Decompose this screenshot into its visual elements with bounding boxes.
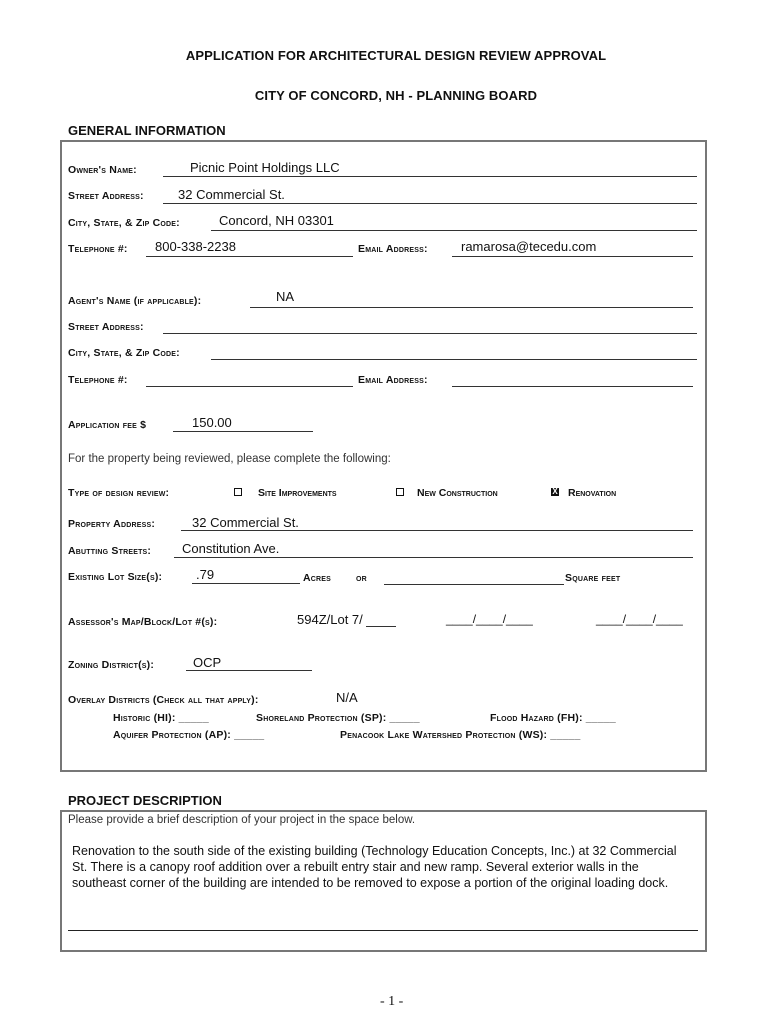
- owner-phone-field[interactable]: 800-338-2238: [155, 239, 236, 254]
- owner-name-label: Owner's Name:: [68, 164, 137, 176]
- property-address-field[interactable]: 32 Commercial St.: [192, 515, 299, 530]
- overlay-districts-value[interactable]: N/A: [336, 690, 358, 705]
- owner-city-line: [211, 230, 697, 231]
- agent-name-line: [250, 307, 693, 308]
- zoning-district-line: [186, 670, 312, 671]
- agent-city-field[interactable]: [211, 359, 697, 360]
- lot-size-label: Existing Lot Size(s):: [68, 571, 163, 583]
- new-construction-checkbox[interactable]: [396, 488, 404, 496]
- owner-name-field[interactable]: Picnic Point Holdings LLC: [190, 160, 340, 175]
- zoning-district-field[interactable]: OCP: [193, 655, 222, 670]
- assessor-field-1[interactable]: 594Z/Lot 7/: [297, 612, 363, 627]
- project-description-text[interactable]: Renovation to the south side of the existing building (Technology Education Concepts, Inc.) at 32 Commercial St. There is a canopy roof addition over a rebuilt entry stair and new ramp. Several exterior walls in the southeast corner of the building are intended to be removed to expose a portion of the original loading dock.: [72, 844, 677, 890]
- owner-street-field[interactable]: 32 Commercial St.: [178, 187, 285, 202]
- assessor-field-3[interactable]: ____/____/____: [596, 612, 683, 626]
- lot-size-field[interactable]: .79: [196, 567, 215, 582]
- abutting-streets-field[interactable]: Constitution Ave.: [182, 541, 280, 556]
- assessor-field-2[interactable]: ____/____/____: [446, 612, 533, 626]
- overlay-historic[interactable]: Historic (HI): _____: [113, 712, 209, 724]
- renovation-label: Renovation: [568, 487, 617, 499]
- agent-street-field[interactable]: [163, 333, 697, 334]
- project-description-instruction: Please provide a brief description of your project in the space below.: [68, 814, 416, 826]
- form-title: APPLICATION FOR ARCHITECTURAL DESIGN REVIEW APPROVAL: [185, 48, 607, 63]
- agent-email-field[interactable]: [452, 386, 693, 387]
- owner-street-line: [163, 203, 697, 204]
- form-subtitle: CITY OF CONCORD, NH - PLANNING BOARD: [254, 88, 538, 103]
- property-address-label: Property Address:: [68, 518, 156, 530]
- assessor-line-1: [366, 626, 396, 627]
- application-fee-line: [173, 431, 313, 432]
- page-number: - 1 -: [380, 994, 404, 1009]
- application-fee-field[interactable]: 150.00: [192, 415, 232, 430]
- lot-size-line: [192, 583, 300, 584]
- project-description-line: [68, 930, 698, 931]
- owner-phone-line: [146, 256, 353, 257]
- agent-street-label: Street Address:: [68, 321, 144, 333]
- property-instruction: For the property being reviewed, please complete the following:: [68, 453, 391, 465]
- owner-email-label: Email Address:: [358, 243, 428, 255]
- overlay-aquifer[interactable]: Aquifer Protection (AP): _____: [113, 729, 265, 741]
- site-improvements-label: Site Improvements: [258, 487, 337, 499]
- square-feet-field[interactable]: [384, 584, 564, 585]
- owner-city-label: City, State, & Zip Code:: [68, 217, 180, 229]
- application-fee-label: Application fee $: [68, 419, 147, 431]
- project-description-heading: PROJECT DESCRIPTION: [68, 793, 222, 808]
- site-improvements-checkbox[interactable]: [234, 488, 242, 496]
- abutting-streets-line: [174, 557, 693, 558]
- property-address-line: [181, 530, 693, 531]
- agent-email-label: Email Address:: [358, 374, 428, 386]
- owner-city-field[interactable]: Concord, NH 03301: [219, 213, 334, 228]
- agent-name-label: Agent's Name (if applicable):: [68, 295, 202, 307]
- new-construction-label: New Construction: [417, 487, 498, 499]
- overlay-flood-hazard[interactable]: Flood Hazard (FH): _____: [490, 712, 616, 724]
- renovation-checkbox[interactable]: X: [552, 487, 558, 496]
- or-label: or: [356, 572, 367, 584]
- zoning-district-label: Zoning District(s):: [68, 659, 155, 671]
- overlay-penacook[interactable]: Penacook Lake Watershed Protection (WS): _____: [340, 729, 581, 741]
- overlay-districts-label: Overlay Districts (Check all that apply):: [68, 694, 259, 706]
- owner-name-line: [163, 176, 697, 177]
- general-info-heading: GENERAL INFORMATION: [68, 123, 226, 138]
- owner-phone-label: Telephone #:: [68, 243, 128, 255]
- agent-name-field[interactable]: NA: [276, 289, 295, 304]
- acres-label: Acres: [303, 572, 332, 584]
- owner-street-label: Street Address:: [68, 190, 144, 202]
- assessor-label: Assessor's Map/Block/Lot #(s):: [68, 616, 218, 628]
- owner-email-field[interactable]: ramarosa@tecedu.com: [461, 239, 597, 254]
- abutting-streets-label: Abutting Streets:: [68, 545, 152, 557]
- review-type-label: Type of design review:: [68, 487, 170, 499]
- owner-email-line: [452, 256, 693, 257]
- square-feet-label: Square feet: [565, 572, 621, 584]
- agent-phone-field[interactable]: [146, 386, 353, 387]
- agent-phone-label: Telephone #:: [68, 374, 128, 386]
- agent-city-label: City, State, & Zip Code:: [68, 347, 180, 359]
- overlay-shoreland[interactable]: Shoreland Protection (SP): _____: [256, 712, 420, 724]
